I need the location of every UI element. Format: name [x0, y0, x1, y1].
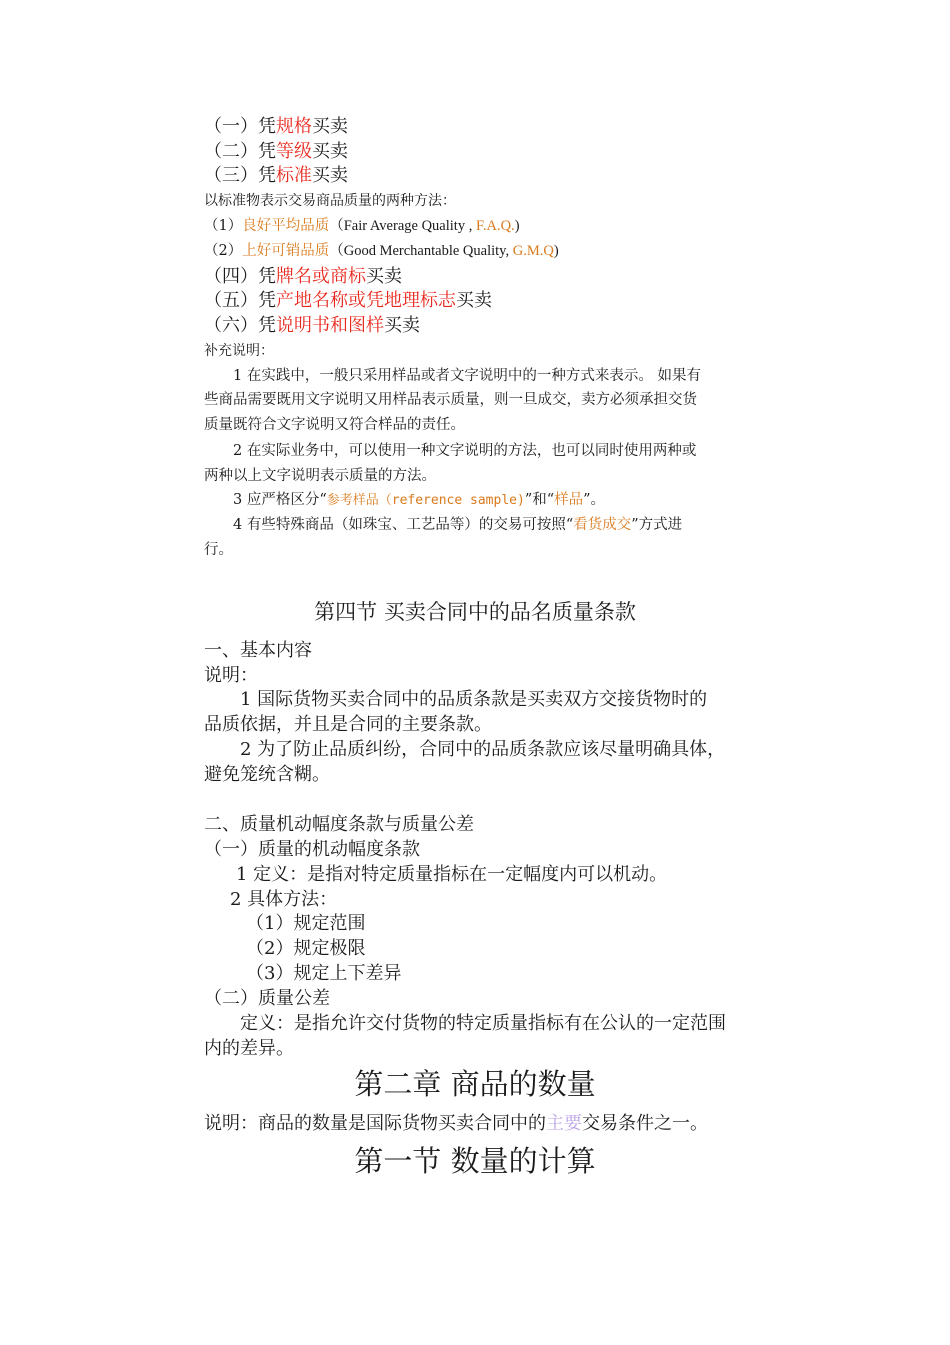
text: )	[553, 243, 559, 259]
chapter-heading: 第二章 商品的数量	[354, 1067, 596, 1101]
list-item: （3）规定上下差异	[246, 963, 402, 984]
highlight: G.M.Q	[512, 243, 554, 259]
text: 3 应严格区分“	[233, 492, 327, 508]
paragraph-line: 避免笼统含糊。	[204, 764, 330, 785]
highlight: 规格	[276, 116, 312, 137]
text: 买卖	[456, 290, 492, 311]
text: （Good Merchantable Quality,	[329, 243, 513, 259]
method-faq	[204, 219, 520, 234]
text: ”方式进	[631, 517, 683, 533]
text: )	[514, 218, 520, 234]
highlight: 牌名或商标	[276, 266, 366, 287]
highlight: 样品	[554, 492, 584, 508]
item-by-specification	[204, 118, 348, 136]
text: 4 有些特殊商品（如珠宝、工艺品等）的交易可按照“	[233, 517, 574, 533]
paragraph-line: 1 国际货物买卖合同中的品质条款是买卖双方交接货物时的	[240, 689, 708, 710]
text: 买卖	[366, 266, 402, 287]
text: ”和“	[524, 492, 555, 508]
text: （2）	[204, 243, 243, 259]
item-by-description	[204, 317, 420, 335]
method-gmq	[204, 244, 559, 259]
highlight: 标准	[276, 165, 312, 186]
item-by-standard	[204, 167, 348, 185]
text: （一）凭	[204, 116, 276, 137]
subheading: 二、质量机动幅度条款与质量公差	[204, 814, 474, 835]
text: （六）凭	[204, 315, 276, 336]
text: 交易条件之一。	[582, 1113, 708, 1134]
text-line: （一）质量的机动幅度条款	[204, 839, 420, 860]
list-item: （1）规定范围	[246, 913, 366, 934]
text: （1）	[204, 218, 243, 234]
text: （Fair Average Quality ,	[329, 218, 476, 234]
text: ”。	[583, 492, 606, 508]
item-by-origin	[204, 292, 492, 310]
section-heading: 第一节 数量的计算	[354, 1144, 596, 1178]
paragraph-line: 内的差异。	[204, 1038, 294, 1059]
text: 买卖	[312, 116, 348, 137]
standard-methods-intro: 以标准物表示交易商品质量的两种方法：	[204, 193, 456, 209]
text: （二）凭	[204, 141, 276, 162]
paragraph-line: 行。	[204, 542, 233, 558]
item-by-brand	[204, 268, 402, 286]
paragraph-line: 些商品需要既用文字说明又用样品表示质量，则一旦成交，卖方必须承担交货	[204, 392, 697, 408]
text-line: 说明：	[204, 665, 258, 686]
text: （三）凭	[204, 165, 276, 186]
paragraph-line: 质量既符合文字说明又符合样品的责任。	[204, 417, 465, 433]
highlight: 看货成交	[573, 517, 632, 533]
text: 买卖	[312, 165, 348, 186]
highlight: 主要	[546, 1113, 582, 1134]
paragraph-line: 1 在实践中，一般只采用样品或者文字说明中的一种方式来表示。 如果有	[233, 368, 701, 384]
paragraph-line: 定义：是指允许交付货物的特定质量指标有在公认的一定范围	[240, 1013, 726, 1034]
highlight: 参考样品（reference sample)	[326, 493, 525, 508]
supplement-heading: 补充说明：	[204, 343, 274, 359]
text: 买卖	[384, 315, 420, 336]
subheading: 一、基本内容	[204, 640, 312, 661]
highlight: 上好可销品质	[242, 243, 330, 259]
highlight: 说明书和图样	[276, 315, 384, 336]
paragraph-line: 品质依据，并且是合同的主要条款。	[204, 714, 492, 735]
section-heading: 第四节 买卖合同中的品名质量条款	[314, 600, 636, 624]
highlight: F.A.Q.	[475, 218, 515, 234]
text: （五）凭	[204, 290, 276, 311]
text: 说明：商品的数量是国际货物买卖合同中的	[204, 1113, 546, 1134]
paragraph-line: 两种以上文字说明表示质量的方法。	[204, 468, 436, 484]
text-line: （二）质量公差	[204, 988, 330, 1009]
item-by-grade	[204, 143, 348, 161]
paragraph-line: 2 在实际业务中，可以使用一种文字说明的方法，也可以同时使用两种或	[233, 443, 697, 459]
text-line: 1 定义：是指对特定质量指标在一定幅度内可以机动。	[236, 864, 668, 885]
paragraph-line	[233, 493, 605, 508]
highlight: 良好平均品质	[242, 218, 330, 234]
highlight: 等级	[276, 141, 312, 162]
text: （四）凭	[204, 266, 276, 287]
paragraph-line	[233, 518, 682, 533]
text: 买卖	[312, 141, 348, 162]
paragraph-line: 2 为了防止品质纠纷，合同中的品质条款应该尽量明确具体，	[240, 739, 726, 760]
text-line: 2 具体方法：	[230, 889, 338, 910]
list-item: （2）规定极限	[246, 938, 366, 959]
highlight: 产地名称或凭地理标志	[276, 290, 456, 311]
paragraph-line	[204, 1115, 708, 1133]
